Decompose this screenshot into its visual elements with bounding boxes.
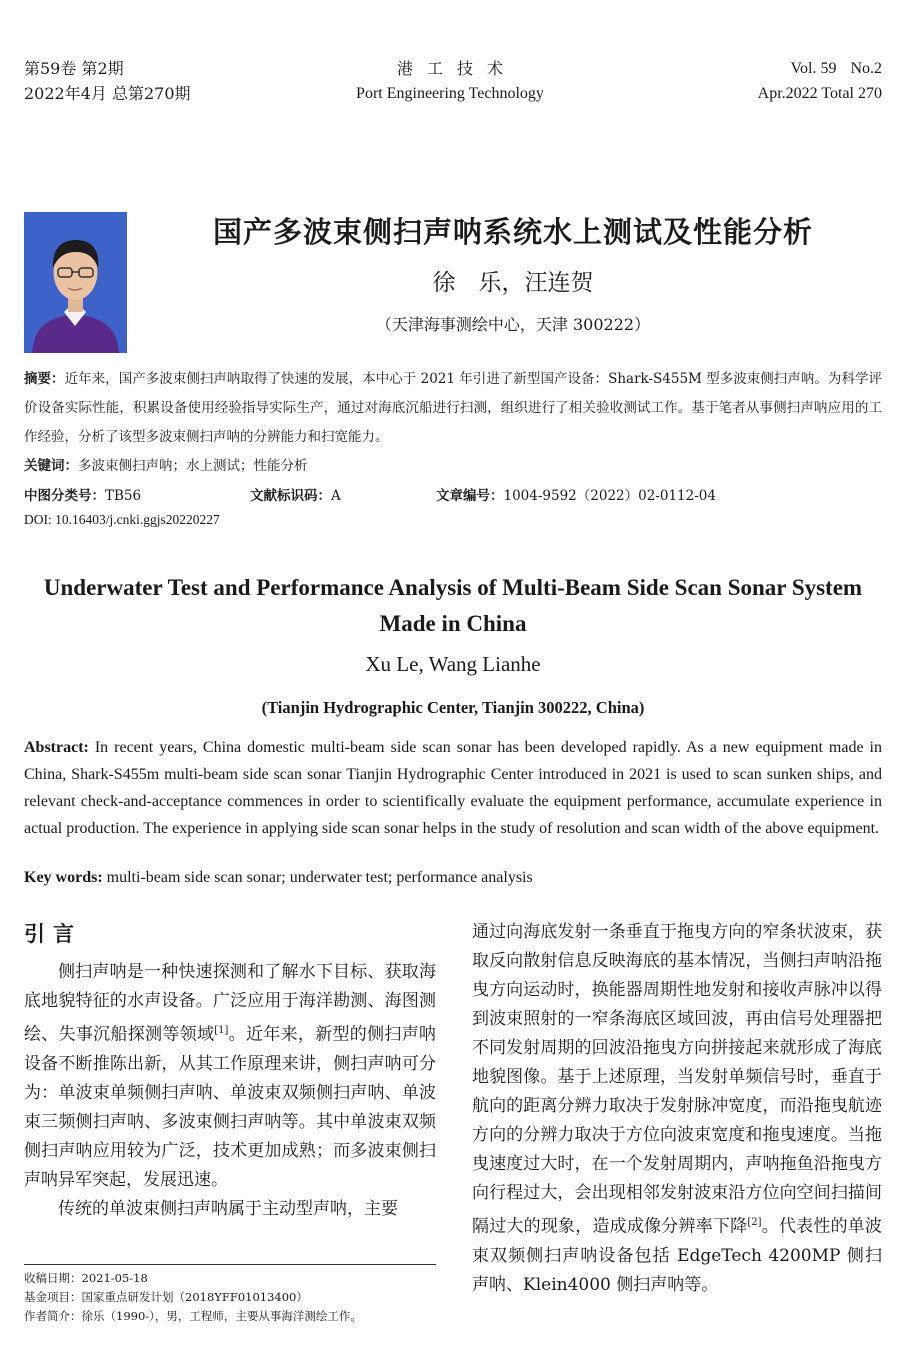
keywords-text-cn: 多波束侧扫声呐；水上测试；性能分析	[78, 458, 308, 474]
date-total-en: Apr.2022 Total 270	[757, 85, 882, 102]
footnote-received-date: 收稿日期：2021-05-18	[24, 1271, 148, 1285]
citation-1[interactable]: [1]	[214, 1025, 229, 1036]
article-number	[436, 484, 716, 504]
affiliation-en: (Tianjin Hydrographic Center, Tianjin 300222, China)	[261, 698, 645, 717]
date-total-cn: 2022年4月 总第270期	[24, 84, 191, 103]
issue-info-cn	[24, 56, 191, 106]
clc-value: TB56	[105, 488, 142, 504]
document-code	[250, 484, 341, 504]
number-en: No.2	[850, 60, 882, 77]
intro-p3-text-a: 通过向海底发射一条垂直于拖曳方向的窄条状波束，获取反向散射信息反映海底的基本情况，当侧扫声呐沿拖曳方向运动时，换能器周期性地发射和接收声脉冲以得到波束照射的一窄条海底区域回波，再由信号处理器把不同发射周期的回波沿拖曳方向拼接起来就形成了海底地貌图像。基于上述原理，当发射单频信号时，垂直于航向的距离分辨力取决于发射脉冲宽度，而沿拖曳航迹方向的分辨力取决于方位向波束宽度和拖曳速度。当拖曳速度过大时，在一个发射周期内，声呐拖鱼沿拖曳方向行程过大，会出现相邻发射波束沿方位向空间扫描间隔过大的现象，造成成像分辨率下降	[472, 922, 882, 1237]
article-number-value: 1004-9592（2022）02-0112-04	[503, 488, 716, 504]
volume-issue-cn: 第59卷 第2期	[24, 59, 124, 78]
intro-paragraph-2-continued	[472, 918, 882, 1300]
authors-en: Xu Le, Wang Lianhe	[365, 652, 541, 676]
clc-label: 中图分类号：	[24, 488, 105, 504]
keywords-label-cn: 关键词：	[24, 458, 78, 474]
footnote-author-bio: 作者简介：徐乐（1990-），男，工程师，主要从事海洋测绘工作。	[24, 1309, 362, 1323]
footnote-fund: 基金项目：国家重点研发计划（2018YFF01013400）	[24, 1290, 308, 1304]
volume-en: Vol. 59	[790, 60, 837, 77]
article-number-label: 文章编号：	[436, 488, 504, 504]
body-right-column	[472, 918, 882, 1300]
intro-paragraph-1	[24, 958, 436, 1195]
journal-name-en: Port Engineering Technology	[356, 85, 544, 102]
document-code-value: A	[331, 488, 341, 504]
keywords-en	[24, 869, 533, 887]
abstract-cn	[24, 365, 882, 452]
author-portrait-icon	[24, 212, 127, 353]
journal-name-cn: 港工技术	[396, 59, 517, 78]
keywords-label-en: Key words:	[24, 869, 103, 886]
article-title-cn: 国产多波束侧扫声呐系统水上测试及性能分析	[212, 215, 813, 249]
intro-p1-text-b: 。近年来，新型的侧扫声呐设备不断推陈出新，从其工作原理来讲，侧扫声呐可分为：单波束单频侧扫声呐、单波束双频侧扫声呐、单波束三频侧扫声呐、多波束侧扫声呐等。其中单波束双频侧扫声呐应用较为广泛，技术更加成熟；而多波束侧扫声呐异军突起，发展迅速。	[24, 1024, 436, 1190]
keywords-cn	[24, 454, 308, 474]
abstract-text-en: In recent years, China domestic multi-beam side scan sonar has been developed rapidly. As a new equipment made in China, Shark-S455m multi-beam side scan sonar Tianjin Hydrographic Center introduced in 2021 is used to scan sunken ships, and relevant check-and-acceptance commences in order to scientifically evaluate the equipment performance, accumulate experience in actual production. The experience in applying side scan sonar helps in the study of resolution and scan width of the above equipment.	[24, 739, 882, 837]
clc-number	[24, 484, 141, 504]
abstract-en	[24, 734, 882, 842]
abstract-text-cn: 近年来，国产多波束侧扫声呐取得了快速的发展，本中心于 2021 年引进了新型国产设备：Shark-S455M 型多波束侧扫声呐。为科学评价设备实际性能，积累设备使用经验指导实际生产，通过对海底沉船进行扫测，组织进行了相关验收测试工作。基于笔者从事侧扫声呐应用的工作经验，分析了该型多波束侧扫声呐的分辨能力和扫宽能力。	[24, 371, 882, 445]
author-photo	[24, 212, 127, 353]
footnote-divider	[24, 1264, 436, 1265]
section-heading-introduction: 引言	[24, 921, 82, 946]
journal-name	[300, 56, 600, 106]
abstract-label-cn: 摘要：	[24, 371, 65, 387]
authors-cn: 徐 乐，汪连贺	[432, 270, 594, 296]
issue-info-en	[758, 56, 882, 106]
document-code-label: 文献标识码：	[250, 488, 331, 504]
intro-p1-text-a: 侧扫声呐是一种快速探测和了解水下目标、获取海底地貌特征的水声设备。广泛应用于海洋勘测、海图测绘、失事沉船探测等领域	[24, 962, 436, 1045]
abstract-label-en: Abstract:	[24, 739, 89, 756]
intro-p3-text-b: 。代表性的单波束双频侧扫声呐设备包括 EdgeTech 4200MP 侧扫声呐、Klein4000 侧扫声呐等。	[472, 1216, 883, 1295]
affiliation-cn: （天津海事测绘中心，天津 300222）	[375, 315, 651, 334]
citation-2[interactable]: [2]	[747, 1217, 762, 1228]
body-left-column	[24, 918, 436, 1224]
article-title-en: Underwater Test and Performance Analysis of Multi-Beam Side Scan Sonar System Made in China	[43, 575, 863, 636]
doi: DOI: 10.16403/j.cnki.ggjs20220227	[24, 512, 220, 527]
keywords-text-en: multi-beam side scan sonar; underwater test; performance analysis	[102, 869, 533, 886]
intro-paragraph-2: 传统的单波束侧扫声呐属于主动型声呐，主要	[58, 1198, 398, 1219]
